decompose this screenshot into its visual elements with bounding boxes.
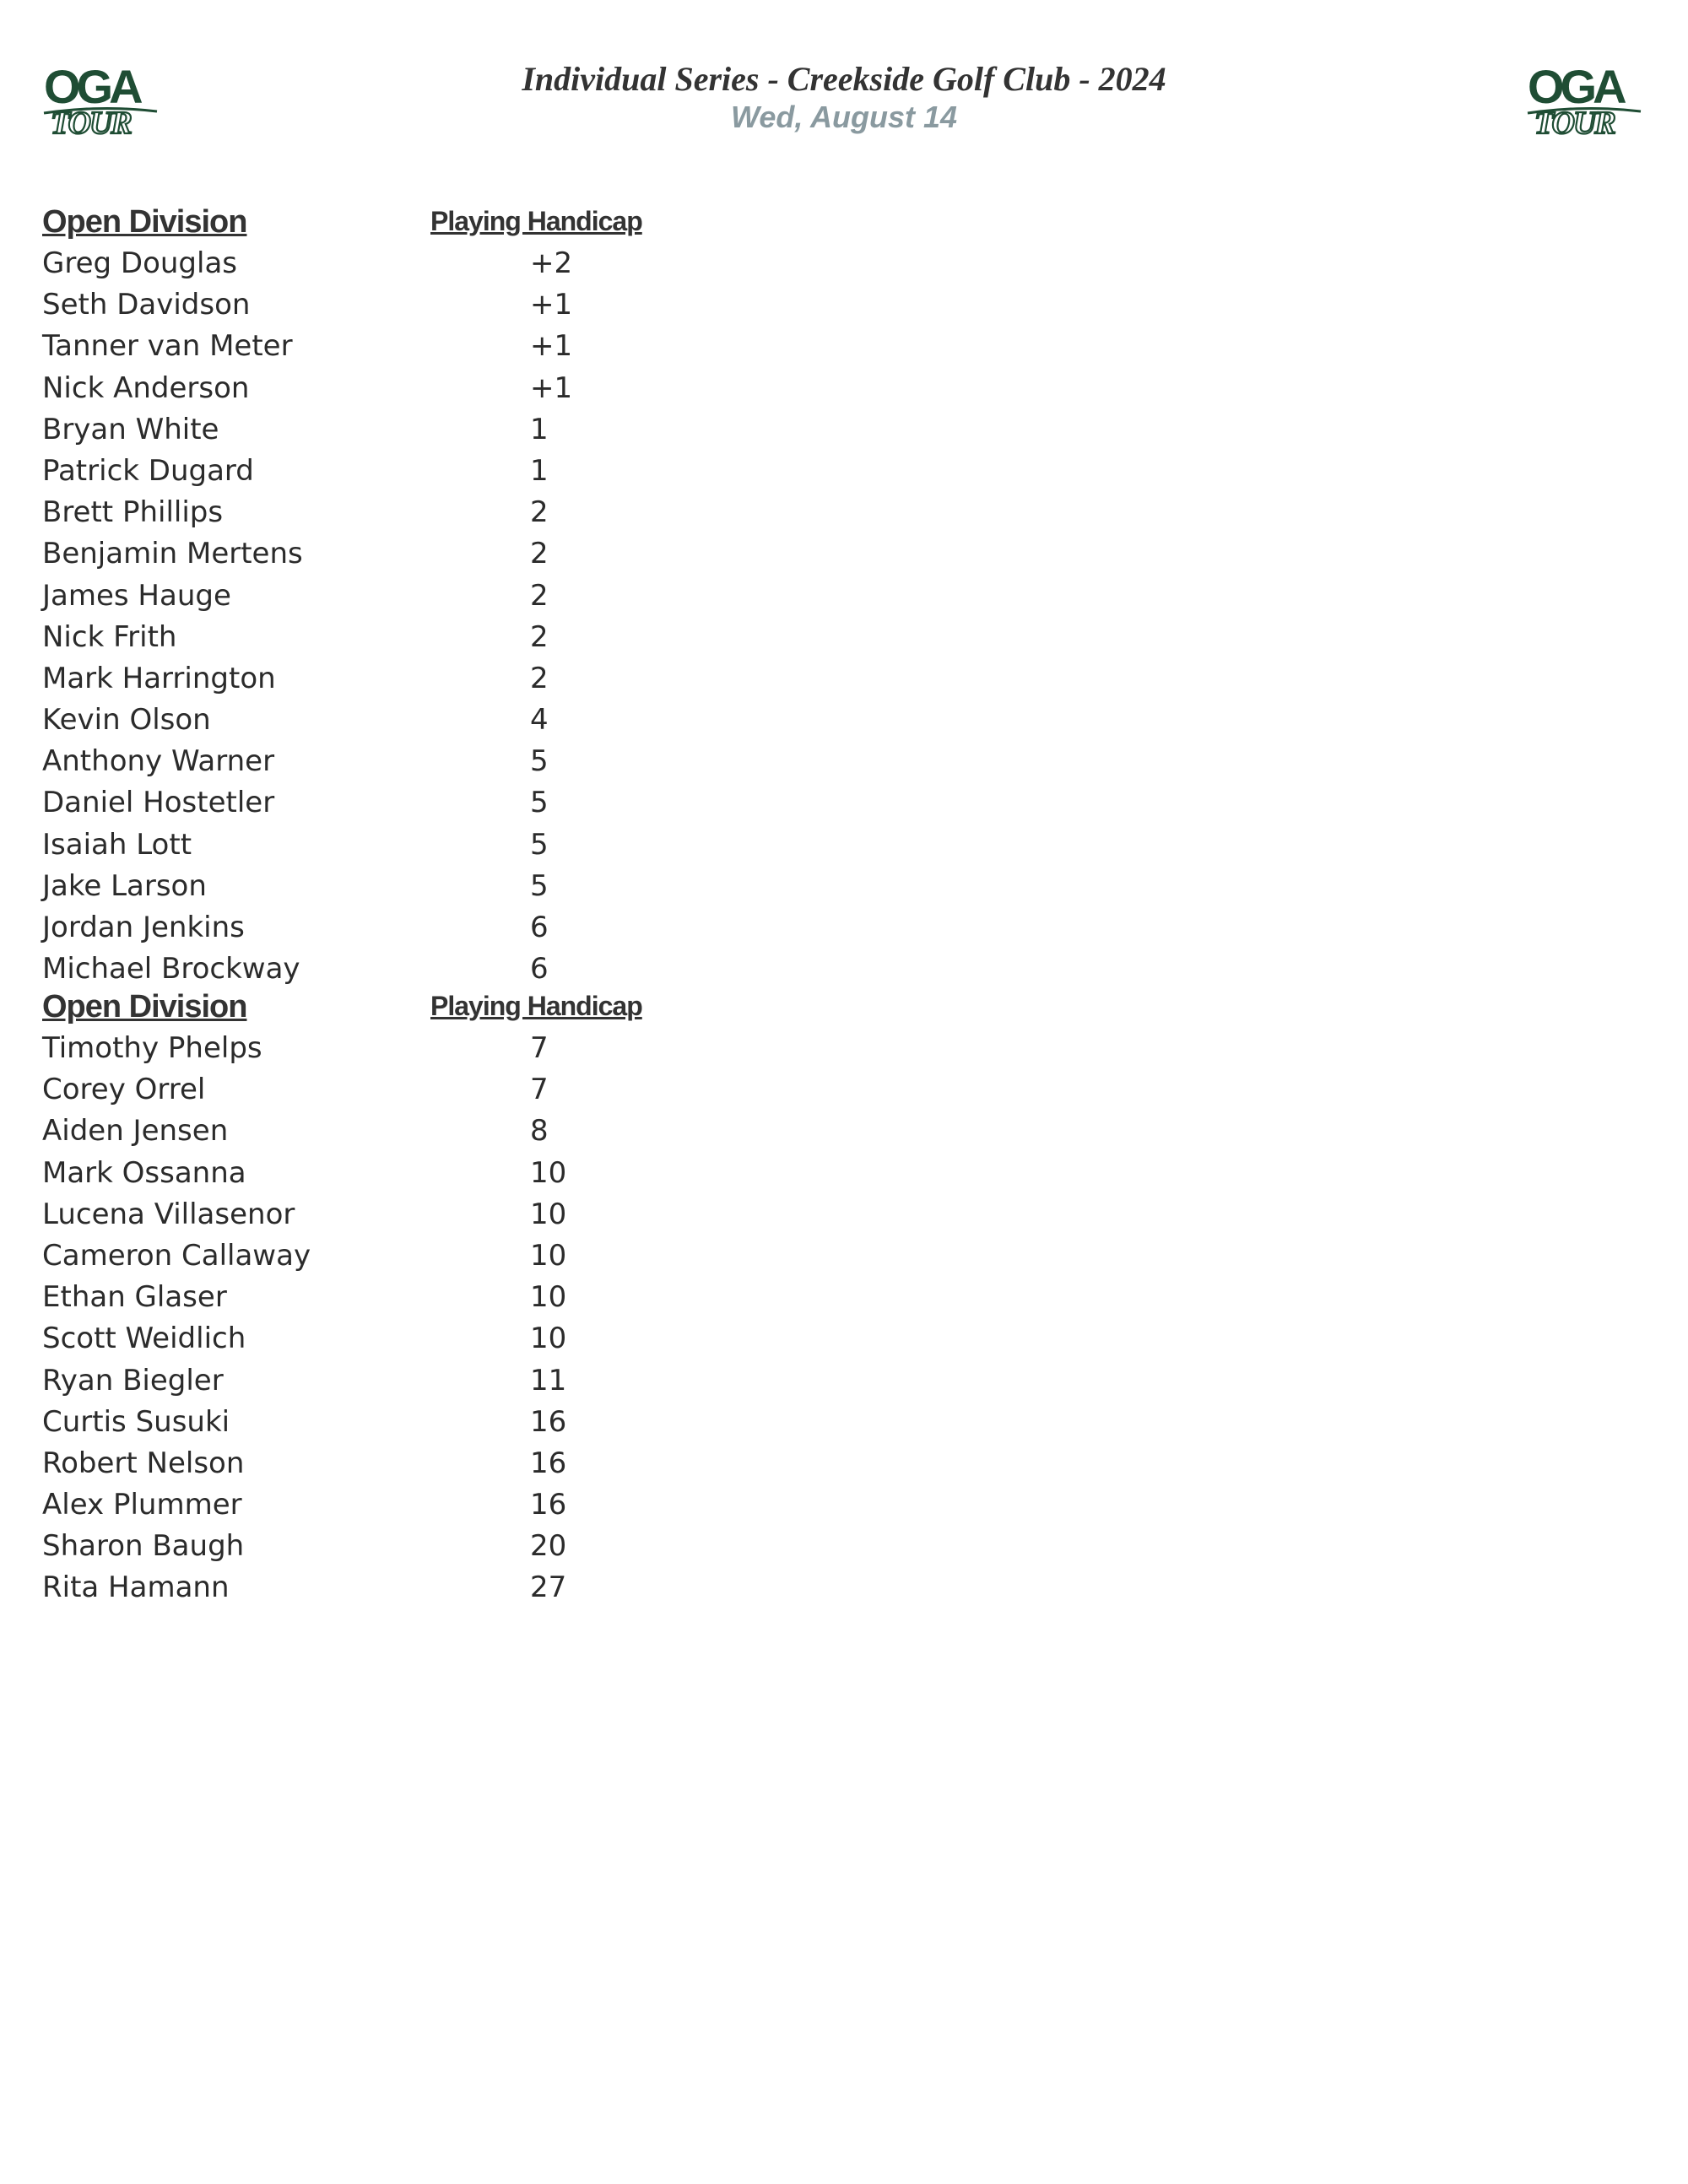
player-row	[42, 907, 717, 949]
player-handicap: 5	[530, 827, 549, 862]
player-name: Benjamin Mertens	[42, 537, 303, 571]
player-handicap: 2	[530, 619, 549, 654]
player-handicap: 16	[530, 1446, 567, 1480]
svg-text:OGA: OGA	[44, 61, 139, 113]
player-row	[42, 492, 717, 533]
section-header	[42, 986, 717, 1028]
player-row	[42, 658, 717, 700]
player-row	[42, 284, 717, 326]
player-name: Bryan White	[42, 412, 219, 446]
player-handicap: 10	[530, 1155, 567, 1190]
player-row	[42, 1277, 717, 1318]
player-row	[42, 1484, 717, 1526]
player-row	[42, 700, 717, 741]
player-row	[42, 409, 717, 451]
player-handicap: 1	[530, 453, 549, 488]
player-row	[42, 576, 717, 617]
player-handicap: 10	[530, 1322, 567, 1356]
player-name: Lucena Villasenor	[42, 1197, 295, 1231]
player-handicap: +2	[530, 246, 573, 280]
player-handicap: 5	[530, 868, 549, 903]
handicap-column-heading: Playing Handicap	[430, 991, 642, 1021]
division-heading: Open Division	[42, 989, 247, 1024]
section-header	[42, 201, 717, 243]
player-name: Corey Orrel	[42, 1073, 206, 1107]
player-name: Sharon Baugh	[42, 1529, 245, 1564]
player-name: Mark Ossanna	[42, 1155, 246, 1190]
player-row	[42, 1567, 717, 1608]
player-handicap: 10	[530, 1197, 567, 1231]
event-date: Wed, August 14	[730, 100, 958, 134]
player-row	[42, 1194, 717, 1235]
player-row	[42, 243, 717, 284]
player-row	[42, 824, 717, 866]
division-heading: Open Division	[42, 204, 247, 240]
player-handicap: 7	[530, 1031, 549, 1065]
player-row	[42, 1235, 717, 1277]
svg-text:TOUR: TOUR	[1534, 105, 1615, 137]
player-name: Ryan Biegler	[42, 1363, 224, 1397]
player-name: Greg Douglas	[42, 246, 237, 280]
handicap-column-heading: Playing Handicap	[430, 206, 642, 236]
player-handicap: +1	[530, 329, 573, 364]
player-name: Michael Brockway	[42, 952, 300, 987]
player-handicap: 27	[530, 1570, 567, 1605]
player-handicap: 6	[530, 952, 549, 987]
player-name: Cameron Callaway	[42, 1238, 311, 1273]
player-row	[42, 741, 717, 782]
player-handicap: 6	[530, 911, 549, 944]
player-name: Daniel Hostetler	[42, 786, 275, 820]
player-row	[42, 782, 717, 824]
player-row	[42, 1526, 717, 1567]
player-row	[42, 1111, 717, 1152]
player-row	[42, 1402, 717, 1443]
player-name: Scott Weidlich	[42, 1322, 246, 1356]
player-name: Alex Plummer	[42, 1488, 242, 1522]
player-handicap: 2	[530, 578, 549, 613]
player-name: Aiden Jensen	[42, 1114, 229, 1149]
player-handicap: +1	[530, 370, 573, 405]
player-list	[42, 1028, 717, 1609]
player-name: Timothy Phelps	[42, 1031, 262, 1065]
player-row	[42, 533, 717, 575]
player-name: Nick Anderson	[42, 370, 250, 405]
player-row	[42, 949, 717, 990]
player-handicap: 2	[530, 537, 549, 571]
player-name: Ethan Glaser	[42, 1280, 227, 1315]
player-handicap: 7	[530, 1073, 549, 1107]
player-handicap: 10	[530, 1238, 567, 1273]
open-division-section-2	[42, 986, 717, 1609]
player-row	[42, 451, 717, 492]
document-title: Individual Series - Creekside Golf Club - 2024	[522, 60, 1166, 98]
player-handicap: 10	[530, 1280, 567, 1315]
player-list	[42, 243, 717, 990]
player-name: Isaiah Lott	[42, 827, 192, 862]
player-handicap: 1	[530, 412, 549, 446]
player-row	[42, 866, 717, 907]
player-name: Patrick Dugard	[42, 453, 254, 488]
player-name: Mark Harrington	[42, 661, 276, 695]
player-name: James Hauge	[42, 578, 231, 613]
player-handicap: 5	[530, 786, 549, 820]
player-handicap: 11	[530, 1363, 567, 1397]
player-name: Jake Larson	[42, 868, 207, 903]
player-row	[42, 1360, 717, 1402]
player-row	[42, 1153, 717, 1194]
player-name: Kevin Olson	[42, 703, 211, 738]
player-name: Jordan Jenkins	[42, 911, 245, 944]
player-name: Curtis Susuki	[42, 1404, 230, 1439]
player-handicap: 16	[530, 1488, 567, 1522]
player-name: Rita Hamann	[42, 1570, 230, 1605]
player-name: Robert Nelson	[42, 1446, 245, 1480]
player-row	[42, 1318, 717, 1360]
open-division-section-1	[42, 201, 717, 990]
player-row	[42, 368, 717, 409]
svg-text:TOUR: TOUR	[51, 105, 131, 137]
player-handicap: 8	[530, 1114, 549, 1149]
player-handicap: 5	[530, 744, 549, 779]
player-handicap: 2	[530, 661, 549, 695]
player-name: Anthony Warner	[42, 744, 275, 779]
player-name: Tanner van Meter	[42, 329, 293, 364]
player-handicap: 4	[530, 703, 549, 738]
player-row	[42, 1028, 717, 1069]
svg-text:OGA: OGA	[1528, 61, 1623, 113]
player-name: Seth Davidson	[42, 288, 251, 322]
player-name: Nick Frith	[42, 619, 177, 654]
player-handicap: 2	[530, 495, 549, 530]
player-row	[42, 617, 717, 658]
player-row	[42, 1069, 717, 1111]
player-handicap: 16	[530, 1404, 567, 1439]
player-name: Brett Phillips	[42, 495, 224, 530]
player-handicap: 20	[530, 1529, 567, 1564]
player-handicap: +1	[530, 288, 573, 322]
player-row	[42, 326, 717, 367]
player-row	[42, 1443, 717, 1484]
